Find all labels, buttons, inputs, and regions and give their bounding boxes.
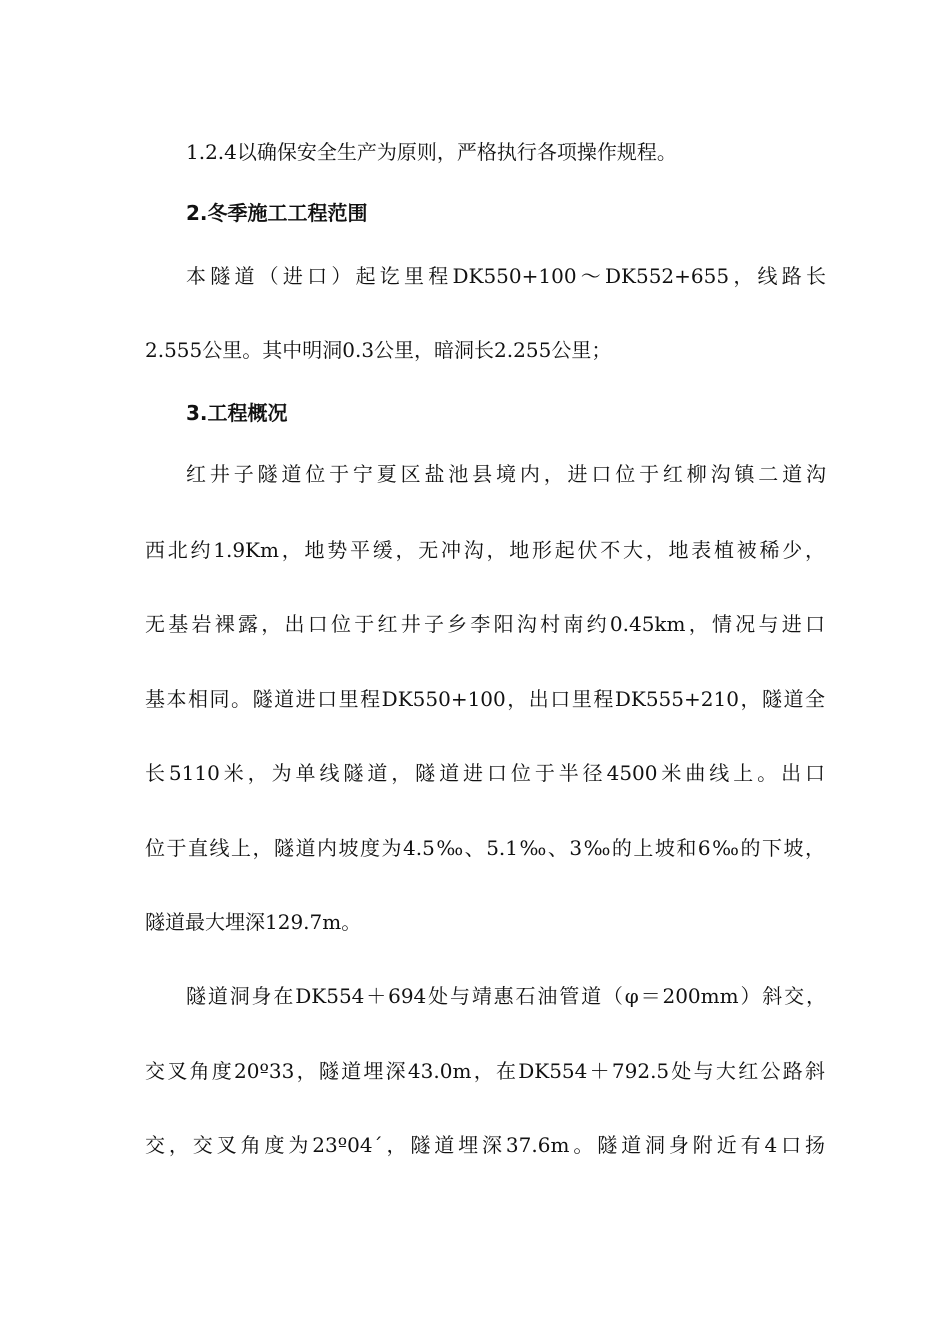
paragraph-scope-line-1: 本隧道（进口）起讫里程DK550+100～DK552+655，线路长 [186, 264, 826, 288]
paragraph-overview-line-4: 基本相同。隧道进口里程DK550+100，出口里程DK555+210，隧道全 [145, 687, 825, 711]
paragraph-scope-line-2: 2.555公里。其中明洞0.3公里，暗洞长2.255公里； [145, 338, 612, 362]
paragraph-crossing-line-3: 交，交叉角度为23º04΄，隧道埋深37.6m。隧道洞身附近有4口扬 [145, 1133, 825, 1157]
paragraph-crossing-line-2: 交叉角度20º33，隧道埋深43.0m，在DK554＋792.5处与大红公路斜 [145, 1059, 825, 1083]
paragraph-crossing-line-1: 隧道洞身在DK554＋694处与靖惠石油管道（φ＝200mm）斜交， [186, 984, 826, 1008]
paragraph-overview-line-1: 红井子隧道位于宁夏区盐池县境内，进口位于红柳沟镇二道沟 [186, 462, 826, 486]
heading-project-overview: 3.工程概况 [186, 401, 288, 425]
heading-winter-construction-scope: 2.冬季施工工程范围 [186, 201, 368, 225]
paragraph-1-2-4: 1.2.4以确保安全生产为原则，严格执行各项操作规程。 [186, 140, 677, 164]
paragraph-overview-line-2: 西北约1.9Km，地势平缓，无冲沟，地形起伏不大，地表植被稀少， [145, 538, 825, 562]
paragraph-overview-line-5: 长5110米，为单线隧道，隧道进口位于半径4500米曲线上。出口 [145, 761, 825, 785]
paragraph-overview-line-6: 位于直线上，隧道内坡度为4.5‰、5.1‰、3‰的上坡和6‰的下坡， [145, 836, 825, 860]
paragraph-overview-line-7: 隧道最大埋深129.7m。 [145, 910, 362, 934]
paragraph-overview-line-3: 无基岩裸露，出口位于红井子乡李阳沟村南约0.45km，情况与进口 [145, 612, 825, 636]
